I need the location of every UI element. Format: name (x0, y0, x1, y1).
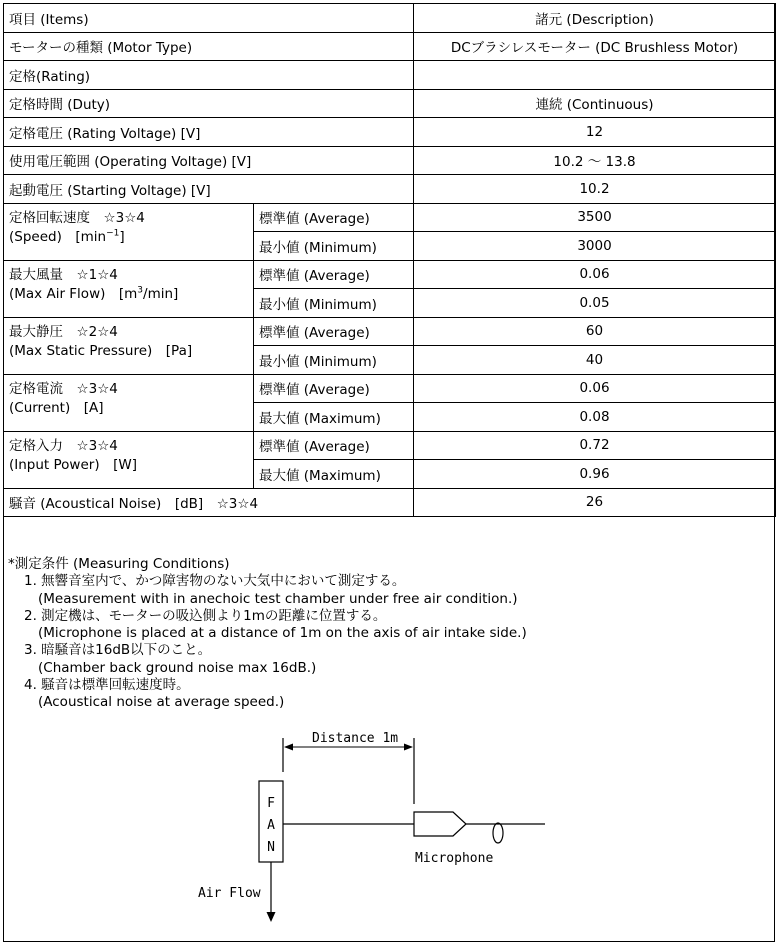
air-flow-unit-tail: /min] (143, 285, 179, 302)
speed-unit-sup: −1 (106, 228, 120, 238)
microphone-label: Microphone (415, 851, 494, 866)
speed-label-en: (Speed) [min (9, 228, 107, 245)
static-pressure-min-value: 40 (414, 346, 776, 375)
note-3-jp: 3. 暗騒音は16dB以下のこと。 (24, 642, 212, 659)
current-label-jp: 定格電流 ☆3☆4 (9, 380, 118, 397)
header-items: 項目 (Items) (4, 4, 414, 33)
speed-avg-value: 3500 (414, 203, 776, 232)
air-flow-label: Air Flow (198, 886, 261, 901)
operating-voltage-label: 使用電圧範囲 (Operating Voltage) [V] (4, 146, 414, 175)
microphone-icon (414, 812, 466, 836)
input-power-max-label: 最大値 (Maximum) (254, 460, 414, 489)
input-power-label-jp: 定格入力 ☆3☆4 (9, 437, 118, 454)
current-avg-value: 0.06 (414, 374, 776, 403)
air-flow-avg-value: 0.06 (414, 260, 776, 289)
fan-letter-f: F (267, 796, 275, 811)
input-power-avg-value: 0.72 (414, 431, 776, 460)
input-power-avg-label: 標準値 (Average) (254, 431, 414, 460)
current-max-label: 最大値 (Maximum) (254, 403, 414, 432)
fan-letter-a: A (267, 818, 275, 833)
static-pressure-min-label: 最小値 (Minimum) (254, 346, 414, 375)
static-pressure-label-en: (Max Static Pressure) [Pa] (9, 342, 193, 359)
air-flow-label-en: (Max Air Flow) [m (9, 285, 138, 302)
rating-voltage-value: 12 (414, 118, 776, 147)
distance-label: Distance 1m (312, 731, 399, 746)
static-pressure-avg-label: 標準値 (Average) (254, 317, 414, 346)
speed-min-value: 3000 (414, 232, 776, 261)
air-flow-arrow-icon (267, 912, 276, 922)
note-1-jp: 1. 無響音室内で、かつ障害物のない大気中において測定する。 (24, 573, 406, 590)
header-description: 諸元 (Description) (414, 4, 776, 33)
noise-value: 26 (414, 488, 776, 517)
static-pressure-avg-value: 60 (414, 317, 776, 346)
note-2-en: (Microphone is placed at a distance of 1m on the axis of air intake side.) (38, 625, 527, 642)
input-power-label-en: (Input Power) [W] (9, 456, 137, 473)
note-4-en: (Acoustical noise at average speed.) (38, 694, 285, 711)
noise-label: 騒音 (Acoustical Noise) [dB] ☆3☆4 (4, 488, 414, 517)
cable-loop-icon (493, 823, 503, 843)
motor-type-value: DCブラシレスモーター (DC Brushless Motor) (414, 32, 776, 61)
current-max-value: 0.08 (414, 403, 776, 432)
rating-label: 定格(Rating) (4, 61, 414, 90)
speed-min-label: 最小値 (Minimum) (254, 232, 414, 261)
starting-voltage-value: 10.2 (414, 175, 776, 204)
current-label-en: (Current) [A] (9, 399, 104, 416)
fan-letter-n: N (267, 840, 275, 855)
input-power-max-value: 0.96 (414, 460, 776, 489)
duty-value: 連続 (Continuous) (414, 89, 776, 118)
speed-label-jp: 定格回転速度 ☆3☆4 (9, 209, 145, 226)
duty-label: 定格時間 (Duty) (4, 89, 414, 118)
note-4-jp: 4. 騒音は標準回転速度時。 (24, 677, 190, 694)
air-flow-avg-label: 標準値 (Average) (254, 260, 414, 289)
air-flow-min-value: 0.05 (414, 289, 776, 318)
note-2-jp: 2. 測定機は、モーターの吸込側より1mの距離に位置する。 (24, 607, 387, 624)
operating-voltage-value: 10.2 ～ 13.8 (414, 146, 776, 175)
distance-arrow-right-icon (404, 744, 413, 751)
air-flow-label-jp: 最大風量 ☆1☆4 (9, 266, 118, 283)
static-pressure-label-jp: 最大静圧 ☆2☆4 (9, 323, 118, 340)
note-1-en: (Measurement with in anechoic test chamber under free air condition.) (38, 590, 518, 607)
motor-type-label: モーターの種類 (Motor Type) (4, 32, 414, 61)
speed-unit-tail: ] (119, 228, 125, 245)
rating-voltage-label: 定格電圧 (Rating Voltage) [V] (4, 118, 414, 147)
air-flow-min-label: 最小値 (Minimum) (254, 289, 414, 318)
starting-voltage-label: 起動電圧 (Starting Voltage) [V] (4, 175, 414, 204)
notes-title: *測定条件 (Measuring Conditions) (8, 556, 230, 572)
speed-avg-label: 標準値 (Average) (254, 203, 414, 232)
distance-arrow-left-icon (284, 744, 293, 751)
air-flow-unit-sup: 3 (137, 285, 144, 295)
note-3-en: (Chamber back ground noise max 16dB.) (38, 659, 317, 676)
current-avg-label: 標準値 (Average) (254, 374, 414, 403)
